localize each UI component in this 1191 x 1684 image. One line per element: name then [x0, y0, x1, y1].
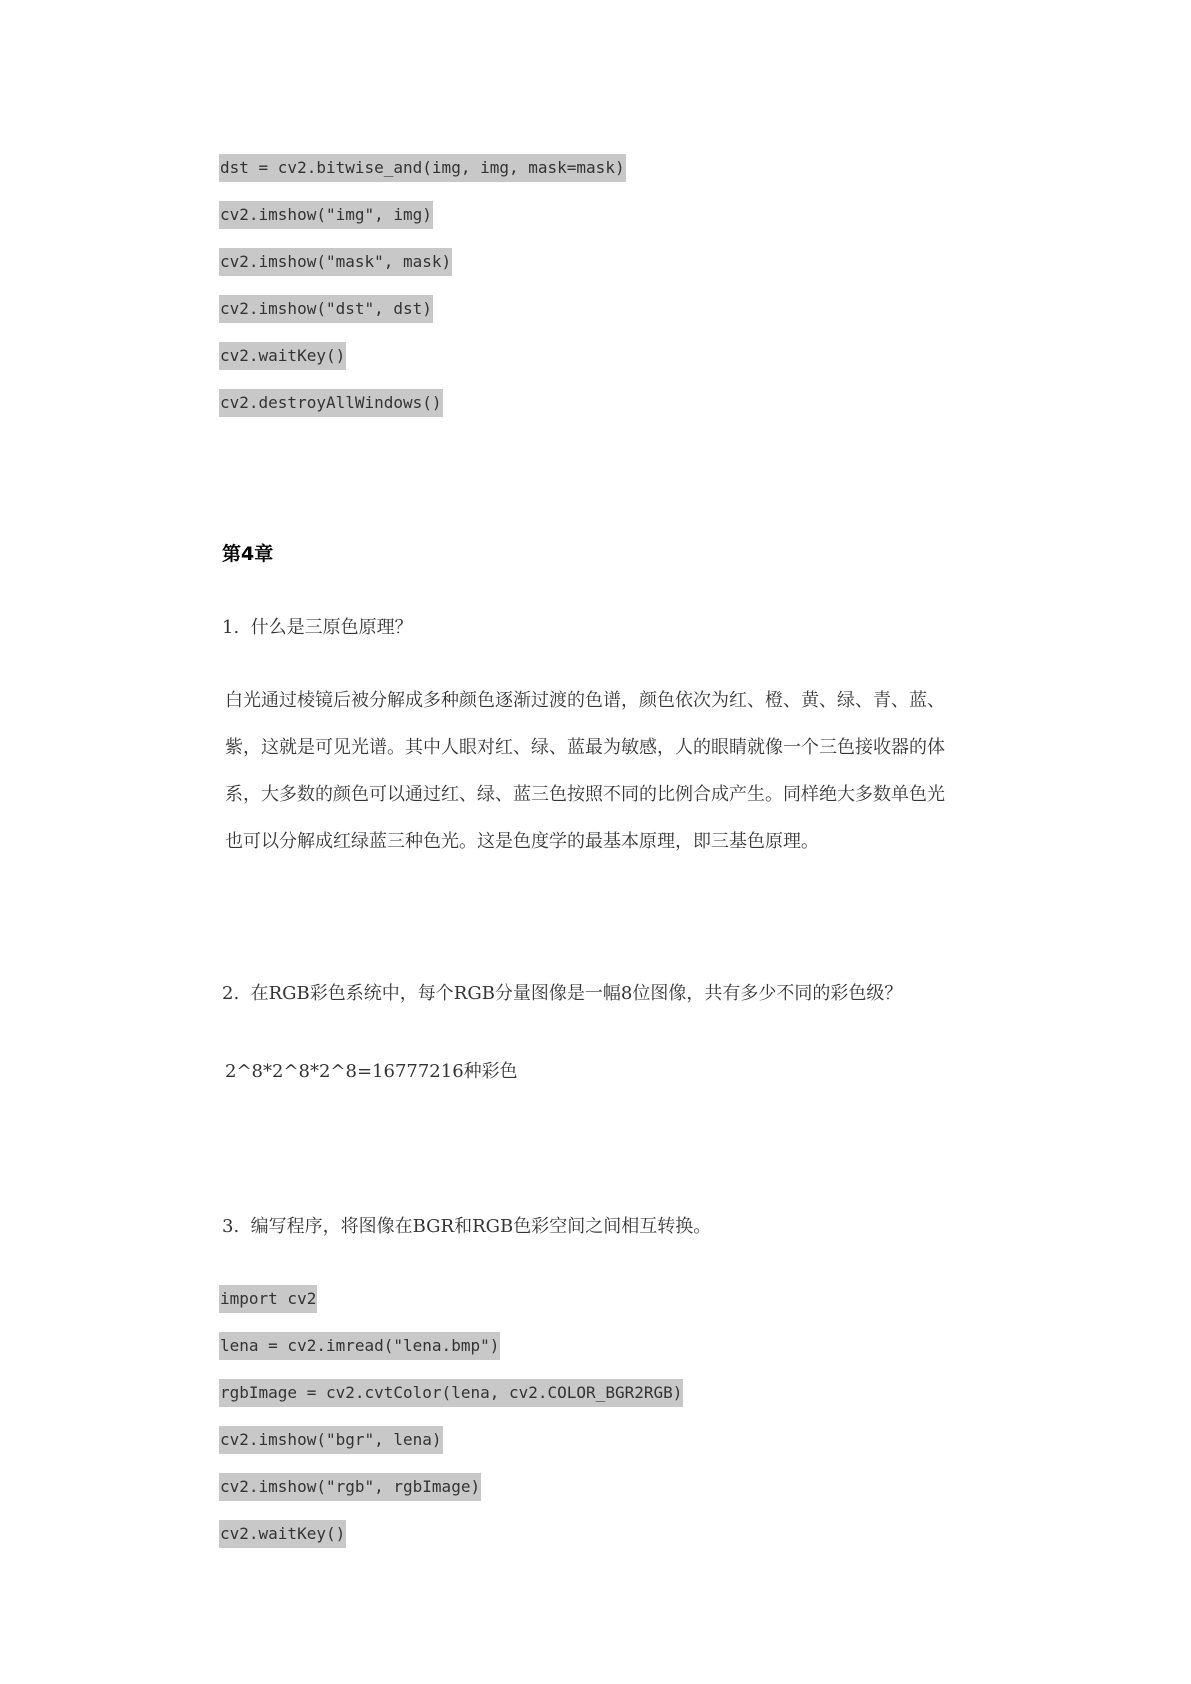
code-line: lena = cv2.imread("lena.bmp")	[219, 1332, 500, 1360]
code-line: cv2.imshow("mask", mask)	[219, 248, 452, 276]
code-line: cv2.imshow("dst", dst)	[219, 295, 433, 323]
code-line: cv2.destroyAllWindows()	[219, 389, 443, 417]
code-line: import cv2	[219, 1285, 317, 1313]
code-line: cv2.imshow("bgr", lena)	[219, 1426, 443, 1454]
answer-2: 2^8*2^8*2^8=16777216种彩色	[225, 1061, 518, 1082]
question-2: 2. 在RGB彩色系统中，每个RGB分量图像是一幅8位图像，共有多少不同的彩色级？	[222, 983, 903, 1004]
answer-1-line: 系，大多数的颜色可以通过红、绿、蓝三色按照不同的比例合成产生。同样绝大多数单色光	[225, 784, 945, 805]
answer-1-line: 紫，这就是可见光谱。其中人眼对红、绿、蓝最为敏感，人的眼睛就像一个三色接收器的体	[225, 737, 945, 758]
code-line: cv2.imshow("img", img)	[219, 201, 433, 229]
code-line: cv2.waitKey()	[219, 1520, 346, 1548]
code-line: dst = cv2.bitwise_and(img, img, mask=mask)	[219, 154, 626, 182]
answer-1-line: 也可以分解成红绿蓝三种色光。这是色度学的最基本原理，即三基色原理。	[225, 831, 819, 852]
answer-1-line: 白光通过棱镜后被分解成多种颜色逐渐过渡的色谱，颜色依次为红、橙、黄、绿、青、蓝、	[225, 690, 945, 711]
code-line: cv2.imshow("rgb", rgbImage)	[219, 1473, 481, 1501]
code-line: cv2.waitKey()	[219, 342, 346, 370]
chapter-heading: 第4章	[222, 543, 274, 565]
question-3: 3. 编写程序，将图像在BGR和RGB色彩空间之间相互转换。	[222, 1216, 712, 1237]
question-1: 1. 什么是三原色原理？	[222, 617, 413, 638]
answer-1	[225, 677, 1015, 865]
code-line: rgbImage = cv2.cvtColor(lena, cv2.COLOR_BGR2RGB)	[219, 1379, 683, 1407]
